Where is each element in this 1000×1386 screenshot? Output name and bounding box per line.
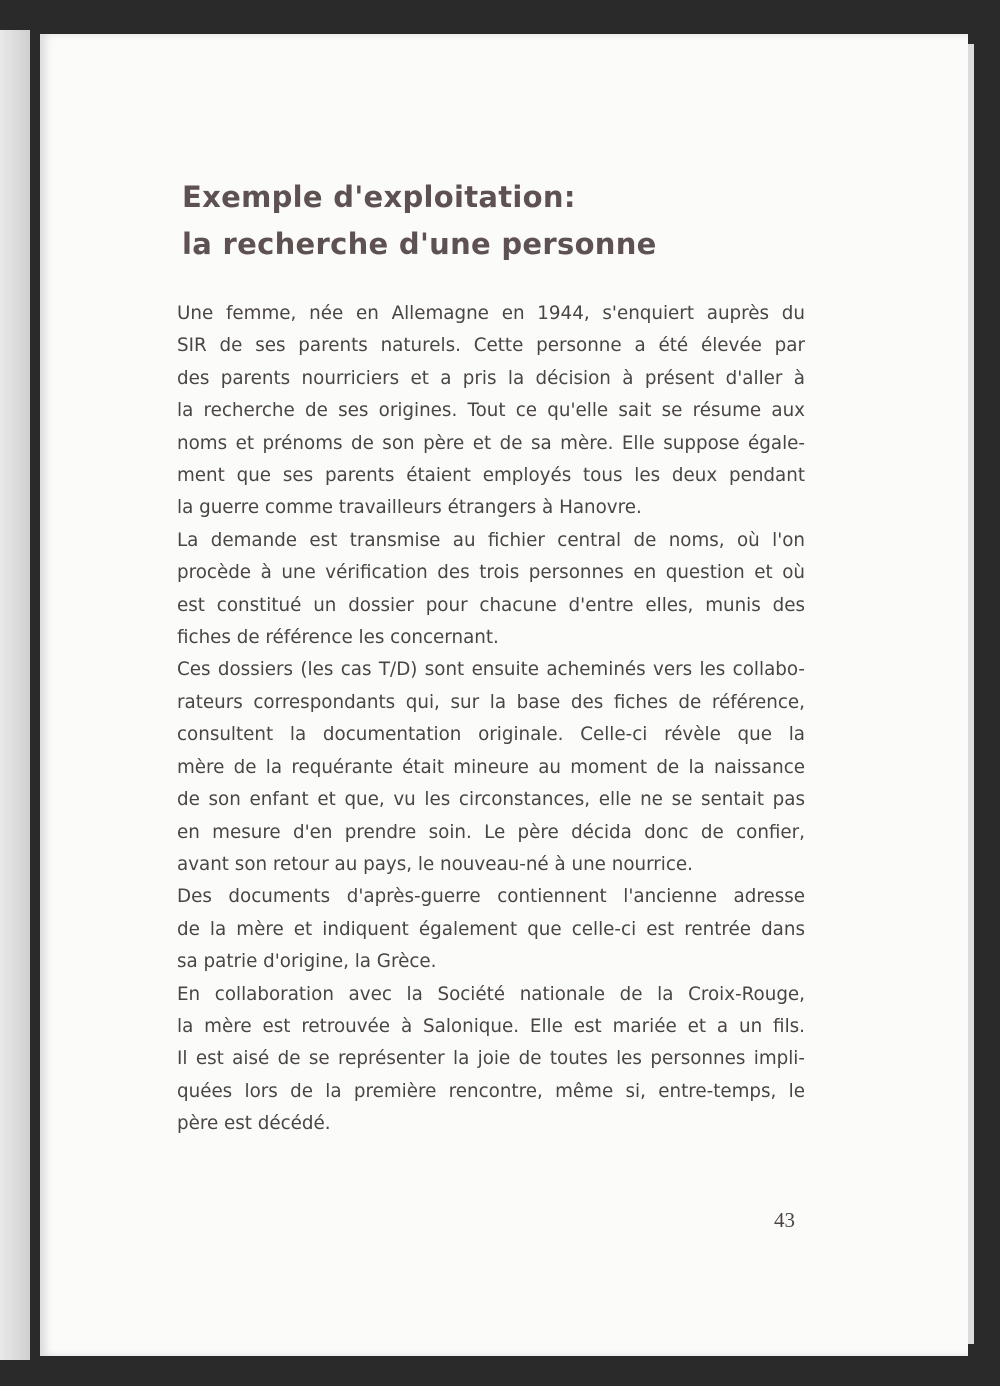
paragraph	[177, 298, 805, 525]
text-line: Il est aisé de se représenter la joie de toutes les personnes impli-	[177, 1048, 805, 1070]
text-line: quées lors de la première rencontre, même si, entre-temps, le	[177, 1080, 805, 1102]
text-line: fiches de référence les concernant.	[177, 627, 499, 649]
heading-line-1: Exemple d'exploitation:	[182, 180, 576, 214]
page-heading	[182, 174, 657, 268]
text-line: avant son retour au pays, le nouveau-né à une nourrice.	[177, 853, 693, 875]
text-line: rateurs correspondants qui, sur la base des fiches de référence,	[177, 691, 805, 713]
text-line: Une femme, née en Allemagne en 1944, s'enquiert auprès du	[177, 303, 805, 324]
paragraph	[177, 979, 805, 1141]
text-line: En collaboration avec la Société nationale de la Croix-Rouge,	[177, 983, 805, 1005]
heading-line-2: la recherche d'une personne	[182, 227, 657, 261]
text-line: noms et prénoms de son père et de sa mère. Elle suppose égale-	[177, 432, 805, 454]
text-line: en mesure d'en prendre soin. Le père décida donc de confier,	[177, 821, 805, 843]
text-line: Ces dossiers (les cas T/D) sont ensuite acheminés vers les collabo-	[177, 659, 805, 681]
previous-page-edge	[0, 30, 30, 1360]
paragraph	[177, 881, 805, 978]
text-line: de la mère et indiquent également que celle-ci est rentrée dans	[177, 918, 805, 940]
text-line: Des documents d'après-guerre contiennent l'ancienne adresse	[177, 886, 805, 908]
text-line: la mère est retrouvée à Salonique. Elle est mariée et a un fils.	[177, 1015, 805, 1037]
text-line: ment que ses parents étaient employés tous les deux pendant	[177, 465, 805, 487]
paragraph	[177, 525, 805, 655]
paragraph	[177, 654, 805, 881]
text-line: La demande est transmise au fichier central de noms, où l'on	[177, 529, 805, 551]
text-line: SIR de ses parents naturels. Cette personne a été élevée par	[177, 335, 805, 357]
text-line: père est décédé.	[177, 1113, 331, 1135]
page-edge	[968, 44, 974, 1344]
book-page	[40, 34, 968, 1356]
text-line: sa patrie d'origine, la Grèce.	[177, 951, 437, 973]
text-line: des parents nourriciers et a pris la décision à présent d'aller à	[177, 367, 805, 389]
text-line: procède à une vérification des trois personnes en question et où	[177, 562, 805, 584]
text-line: est constitué un dossier pour chacune d'entre elles, munis des	[177, 594, 805, 616]
text-line: la recherche de ses origines. Tout ce qu'elle sait se résume aux	[177, 400, 805, 422]
text-line: mère de la requérante était mineure au moment de la naissance	[177, 756, 805, 778]
text-line: la guerre comme travailleurs étrangers à Hanovre.	[177, 497, 642, 519]
text-line: consultent la documentation originale. Celle-ci révèle que la	[177, 724, 805, 746]
text-line: de son enfant et que, vu les circonstances, elle ne se sentait pas	[177, 789, 805, 811]
body-text	[177, 298, 805, 1141]
page-number: 43	[774, 1208, 795, 1232]
